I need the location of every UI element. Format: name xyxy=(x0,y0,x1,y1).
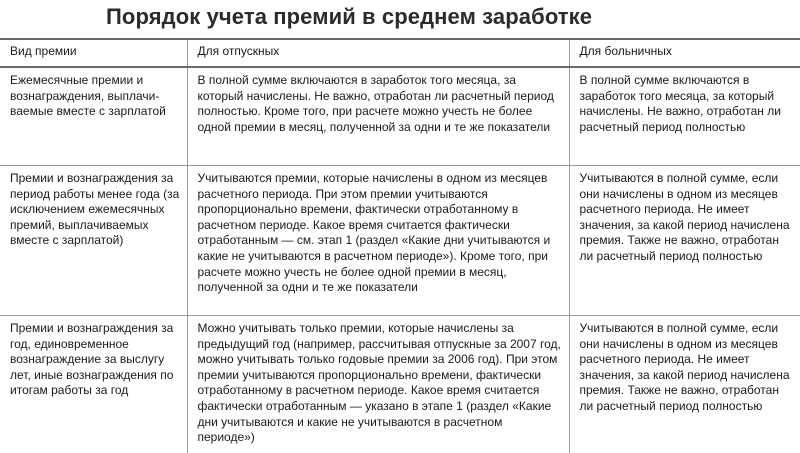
table-cell-bonus-type: Ежемесячные премии и вознаграждения, выплачиваемые вместе с зарплатой xyxy=(0,67,187,166)
header-vacation: Для отпускных xyxy=(187,39,569,67)
table-cell-sick-leave: В полной сумме включаются в заработок того месяца, за который начислены. Не важно, отработан ли расчетный период полностью xyxy=(569,67,800,166)
table-row xyxy=(0,67,800,166)
page-title: Порядок учета премий в среднем заработке xyxy=(106,4,593,29)
premiums-table xyxy=(0,38,800,453)
header-bonus-type: Вид премии xyxy=(0,39,187,67)
table-cell-bonus-type: Премии и вознаграждения за год, единовременное вознаграждение за выслугу лет, иные вознаграждения по итогам работы за год xyxy=(0,316,187,453)
table-cell-sick-leave: Учитываются в полной сумме, если они начислены в одном из месяцев расчетного периода. Не имеет значения, за какой период начислена премия. Также не важно, отработан ли расчетный период полностью xyxy=(579,321,790,413)
table-cell-sick-leave: Учитываются в полной сумме, если они начислены в одном из месяцев расчетного периода. Не имеет значения, за какой период начислена премия. Также не важно, отработан ли расчетный период полностью xyxy=(569,166,800,316)
table-cell-bonus-type: Премии и вознаграждения за период работы менее года (за исключением ежемесячных премий, выплачиваемых вместе с зарплатой) xyxy=(0,166,187,316)
table-header-row xyxy=(0,39,800,67)
table-row xyxy=(0,316,800,453)
table-row xyxy=(0,166,800,316)
table-cell-vacation: В полной сумме включаются в заработок того месяца, за который начислены. Не важно, отработан ли расчетный период полностью. Кроме того, при расчете можно учесть не более одной премии в месяц, полученной за одни и те же показатели xyxy=(187,67,569,166)
header-sick-leave: Для больничных xyxy=(569,39,800,67)
table-cell-vacation: Можно учитывать только премии, которые начислены за предыдущий год (например, рассчитывая отпускные за 2007 год, можно учитывать только годовые премии за 2006 год). При этом премии учитываются пропорционально времени, фактически отработанному в расчетном периоде. Какое время считается фактически отработанным — указано в этапе 1 (раздел «Какие дни учитываются и какие не учитываются в расчетном периоде») xyxy=(187,316,569,453)
table-cell-vacation: Учитываются премии, которые начислены в одном из месяцев расчетного периода. При этом премии учитываются пропорционально времени, фактически отработанному в расчетном периоде. Какое время считается фактически отработанным — см. этап 1 (раздел «Какие дни учитываются и какие не учитываются в расчетном периоде»). Кроме того, при расчете можно учесть не более одной премии в месяц, полученной за одни и те же показатели xyxy=(187,166,569,316)
